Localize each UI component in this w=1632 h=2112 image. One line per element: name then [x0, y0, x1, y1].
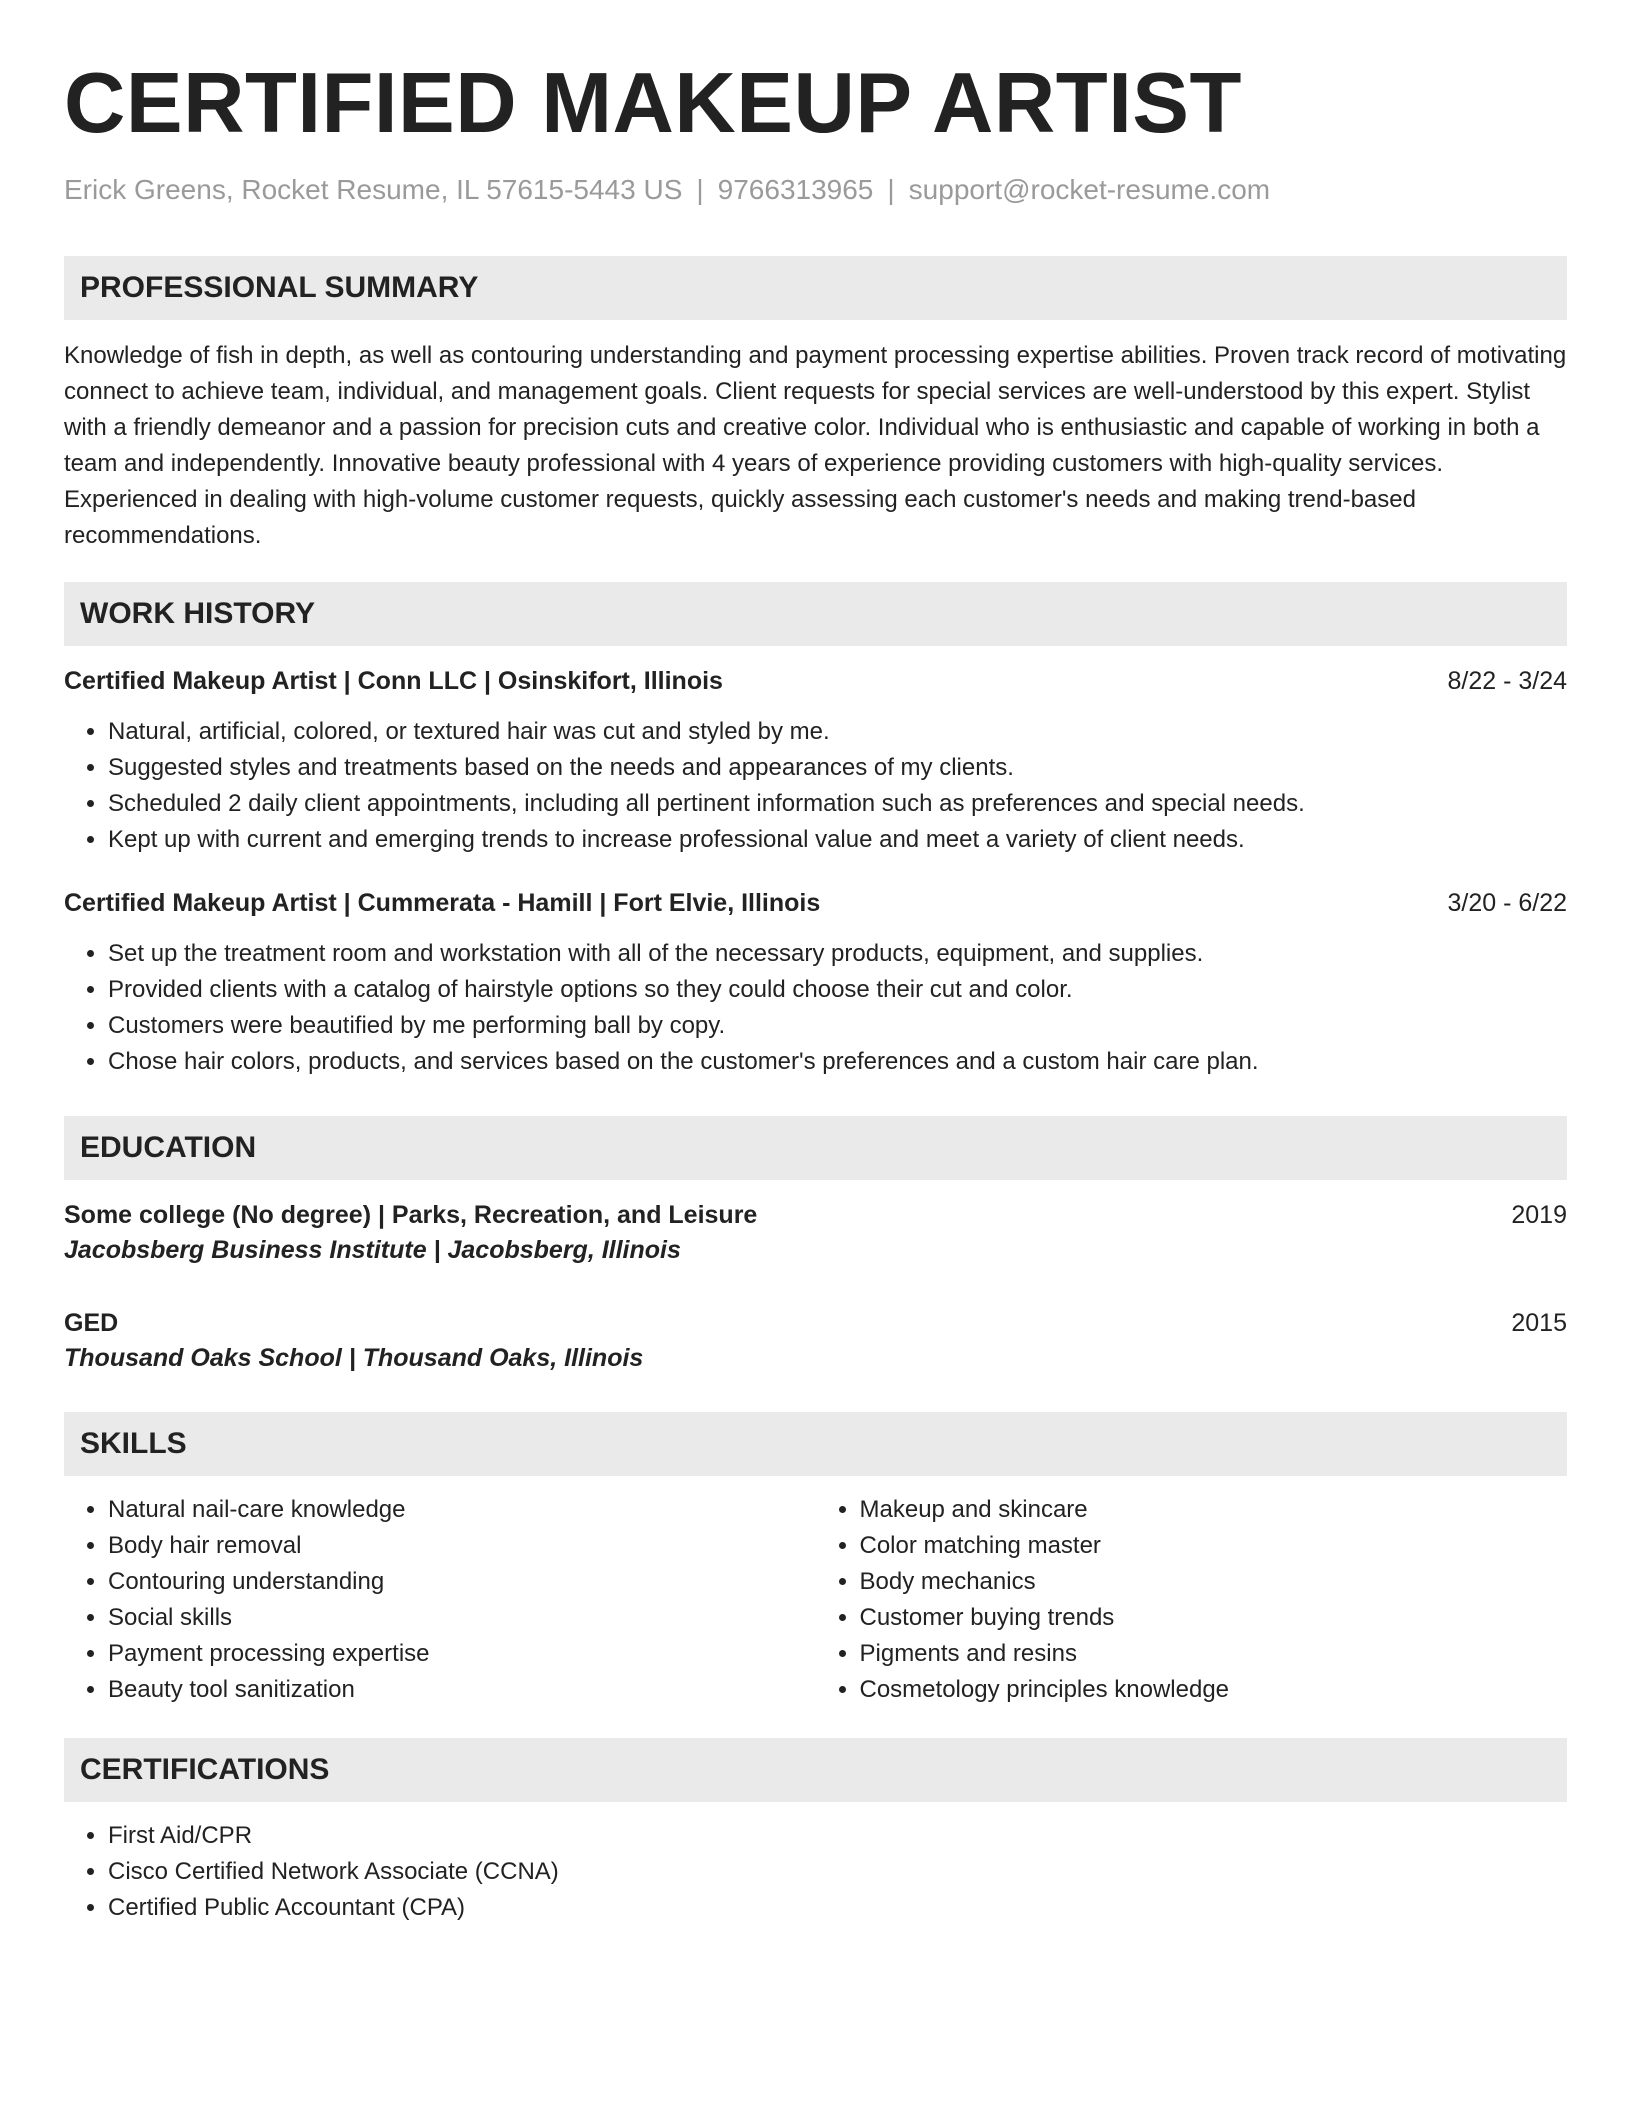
contact-separator: |: [696, 174, 704, 205]
certification-item: • Cisco Certified Network Associate (CCNA): [108, 1854, 1567, 1890]
job-bullet: • Customers were beautified by me performing ball by copy.: [108, 1008, 1567, 1044]
skill-item: • Body mechanics: [860, 1564, 1568, 1600]
job-header: [64, 886, 1567, 920]
education-school: Jacobsberg Business Institute | Jacobsberg, Illinois: [64, 1236, 681, 1264]
job-bullet: • Chose hair colors, products, and services based on the customer's preferences and a custom hair care plan.: [108, 1044, 1567, 1080]
contact-line: [64, 172, 1567, 208]
education-entry: [64, 1198, 1567, 1268]
certification-item: • First Aid/CPR: [108, 1818, 1567, 1854]
skill-item: • Body hair removal: [108, 1528, 816, 1564]
section-header-work-history: WORK HISTORY: [64, 582, 1567, 646]
job-bullet: • Kept up with current and emerging trends to increase professional value and meet a variety of client needs.: [108, 822, 1567, 858]
job-entry: [64, 886, 1567, 1080]
education-degree: Some college (No degree) | Parks, Recreation, and Leisure: [64, 1201, 758, 1229]
job-bullets: [64, 714, 1567, 858]
education-entry: [64, 1306, 1567, 1376]
education-header: [64, 1198, 1567, 1232]
job-bullets: [64, 936, 1567, 1080]
skills-grid: [64, 1492, 1567, 1708]
resume-page: [64, 56, 1567, 1926]
skill-item: • Beauty tool sanitization: [108, 1672, 816, 1708]
job-title: Certified Makeup Artist | Cummerata - Hamill | Fort Elvie, Illinois: [64, 889, 821, 917]
skill-item: • Makeup and skincare: [860, 1492, 1568, 1528]
skills-column-right: [816, 1492, 1568, 1708]
job-dates: 8/22 - 3/24: [1447, 667, 1567, 695]
section-header-summary: PROFESSIONAL SUMMARY: [64, 256, 1567, 320]
job-entry: [64, 664, 1567, 858]
section-header-skills: SKILLS: [64, 1412, 1567, 1476]
job-bullet: • Suggested styles and treatments based on the needs and appearances of my clients.: [108, 750, 1567, 786]
skill-item: • Pigments and resins: [860, 1636, 1568, 1672]
skill-item: • Natural nail-care knowledge: [108, 1492, 816, 1528]
job-bullet: • Scheduled 2 daily client appointments, including all pertinent information such as preferences and special needs.: [108, 786, 1567, 822]
summary-text: Knowledge of fish in depth, as well as contouring understanding and payment processing expertise abilities. Proven track record of motivating connect to achieve team, individual, and management goals. Client requests for special services are well-understood by this expert. Stylist with a friendly demeanor and a passion for precision cuts and creative color. Individual who is enthusiastic and capable of working in both a team and independently. Innovative beauty professional with 4 years of experience providing customers with high-quality services. Experienced in dealing with high-volume customer requests, quickly assessing each customer's needs and making trend-based recommendations.: [64, 342, 1567, 549]
contact-separator: |: [887, 174, 895, 205]
contact-email: support@rocket-resume.com: [908, 174, 1271, 205]
certifications-list: [64, 1818, 1567, 1926]
skill-item: • Social skills: [108, 1600, 816, 1636]
job-dates: 3/20 - 6/22: [1447, 889, 1567, 917]
skill-item: • Color matching master: [860, 1528, 1568, 1564]
job-header: [64, 664, 1567, 698]
education-school: Thousand Oaks School | Thousand Oaks, Illinois: [64, 1344, 644, 1372]
job-bullet: • Provided clients with a catalog of hairstyle options so they could choose their cut and color.: [108, 972, 1567, 1008]
section-header-education: EDUCATION: [64, 1116, 1567, 1180]
job-bullet: • Set up the treatment room and workstation with all of the necessary products, equipment, and supplies.: [108, 936, 1567, 972]
skill-item: • Customer buying trends: [860, 1600, 1568, 1636]
education-year: 2015: [1511, 1309, 1567, 1337]
education-year: 2019: [1511, 1201, 1567, 1229]
education-header: [64, 1306, 1567, 1340]
resume-title: CERTIFIED MAKEUP ARTIST: [64, 56, 1242, 151]
education-degree: GED: [64, 1309, 119, 1337]
certification-item: • Certified Public Accountant (CPA): [108, 1890, 1567, 1926]
skill-item: • Contouring understanding: [108, 1564, 816, 1600]
skill-item: • Payment processing expertise: [108, 1636, 816, 1672]
contact-address: Erick Greens, Rocket Resume, IL 57615-5443 US: [64, 174, 683, 205]
skills-column-left: [64, 1492, 816, 1708]
section-header-certifications: CERTIFICATIONS: [64, 1738, 1567, 1802]
contact-phone: 9766313965: [717, 174, 874, 205]
skill-item: • Cosmetology principles knowledge: [860, 1672, 1568, 1708]
job-bullet: • Natural, artificial, colored, or textured hair was cut and styled by me.: [108, 714, 1567, 750]
job-title: Certified Makeup Artist | Conn LLC | Osinskifort, Illinois: [64, 667, 723, 695]
